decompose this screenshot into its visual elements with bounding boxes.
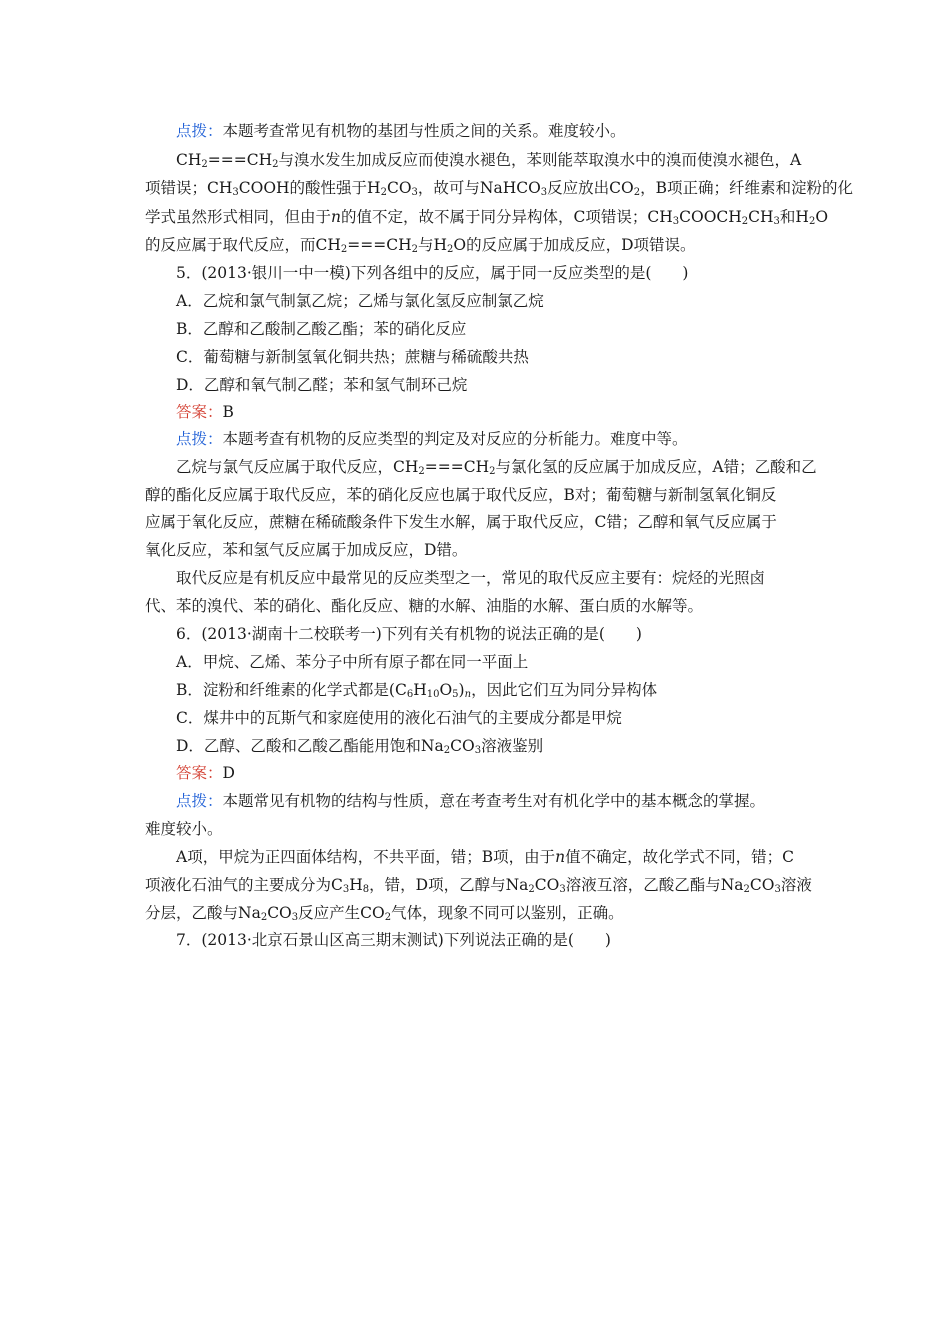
hint-label: 点拨： bbox=[176, 792, 223, 810]
question-5-option-d: D．乙醇和氧气制乙醛；苯和氢气制环己烷 bbox=[176, 376, 468, 394]
answer-label: 答案： bbox=[176, 764, 223, 782]
question-6-option-d: D．乙醇、乙酸和乙酸乙酯能用饱和$Na_2CO_3$溶液鉴别 bbox=[176, 737, 544, 756]
question-6-option-c: C．煤井中的瓦斯气和家庭使用的液化石油气的主要成分都是甲烷 bbox=[176, 709, 622, 727]
explanation-q5-line3: 应属于氧化反应，蔗糖在稀硫酸条件下发生水解，属于取代反应，C错；乙醇和氧气反应属于 bbox=[145, 513, 777, 531]
hint-q6-continued: 难度较小。 bbox=[145, 820, 223, 838]
answer-q6: 答案：D bbox=[176, 764, 235, 782]
question-5-option-c: C．葡萄糖与新制氢氧化铜共热；蔗糖与稀硫酸共热 bbox=[176, 348, 529, 366]
explanation-q4-line2: 项错误；$CH_3COOH$的酸性强于$H_2CO_3$，故可与NaHCO$_3$反应放出$CO_2$，B项正确；纤维素和淀粉的化 bbox=[145, 179, 854, 198]
answer-label: 答案： bbox=[176, 403, 223, 421]
question-6-option-b: B．淀粉和纤维素的化学式都是$(C_6H_{10}O_5)_n$，因此它们互为同分异构体 bbox=[176, 681, 658, 700]
explanation-q4-line4: 的反应属于取代反应，而$CH_2===CH_2$与$H_2O$的反应属于加成反应，D项错误。 bbox=[145, 236, 696, 255]
explanation-q6-line3: 分层，乙酸与$Na_2CO_3$反应产生$CO_2$气体，现象不同可以鉴别，正确。 bbox=[145, 904, 624, 923]
hint-q4: 点拨：本题考查常见有机物的基团与性质之间的关系。难度较小。 bbox=[176, 122, 626, 140]
explanation-q4-line3: 学式虽然形式相同，但由于n的值不定，故不属于同分异构体，C项错误；$CH_3COOCH_2CH_3$和$H_2O$ bbox=[145, 208, 829, 227]
hint-q6: 点拨：本题常见有机物的结构与性质，意在考查考生对有机化学中的基本概念的掌握。 bbox=[176, 792, 766, 810]
hint-label: 点拨： bbox=[176, 430, 223, 448]
question-6-option-a: A．甲烷、乙烯、苯分子中所有原子都在同一平面上 bbox=[176, 653, 529, 671]
explanation-q6-line1: A项，甲烷为正四面体结构，不共平面，错；B项，由于n值不确定，故化学式不同，错；C bbox=[176, 848, 794, 866]
explanation-q5-line1: 乙烷与氯气反应属于取代反应，$CH_2===CH_2$与氯化氢的反应属于加成反应，A错；乙酸和乙 bbox=[176, 458, 817, 477]
question-5-stem: 5．(2013·银川一中一模)下列各组中的反应，属于同一反应类型的是( ) bbox=[176, 264, 689, 282]
answer-q5: 答案：B bbox=[176, 403, 234, 421]
explanation-q5-line4: 氧化反应，苯和氢气反应属于加成反应，D错。 bbox=[145, 541, 468, 559]
explanation-q4-line1: $CH_2===CH_2$与溴水发生加成反应而使溴水褪色，苯则能萃取溴水中的溴而使溴水褪色，A bbox=[176, 151, 802, 170]
question-5-option-b: B．乙醇和乙酸制乙酸乙酯；苯的硝化反应 bbox=[176, 320, 467, 338]
hint-label: 点拨： bbox=[176, 122, 223, 140]
explanation-q6-line2: 项液化石油气的主要成分为$C_3H_8$，错，D项，乙醇与$Na_2CO_3$溶液互溶，乙酸乙酯与$Na_2CO_3$溶液 bbox=[145, 876, 812, 895]
question-5-option-a: A．乙烷和氯气制氯乙烷；乙烯与氯化氢反应制氯乙烷 bbox=[176, 292, 544, 310]
question-7-stem: 7．(2013·北京石景山区高三期末测试)下列说法正确的是( ) bbox=[176, 931, 611, 949]
explanation-q5-line6: 代、苯的溴代、苯的硝化、酯化反应、糖的水解、油脂的水解、蛋白质的水解等。 bbox=[145, 597, 704, 615]
explanation-q5-line5: 取代反应是有机反应中最常见的反应类型之一，常见的取代反应主要有：烷烃的光照卤 bbox=[176, 569, 766, 587]
hint-q5: 点拨：本题考查有机物的反应类型的判定及对反应的分析能力。难度中等。 bbox=[176, 430, 688, 448]
question-6-stem: 6．(2013·湖南十二校联考一)下列有关有机物的说法正确的是( ) bbox=[176, 625, 642, 643]
explanation-q5-line2: 醇的酯化反应属于取代反应，苯的硝化反应也属于取代反应，B对；葡萄糖与新制氢氧化铜反 bbox=[145, 486, 777, 504]
